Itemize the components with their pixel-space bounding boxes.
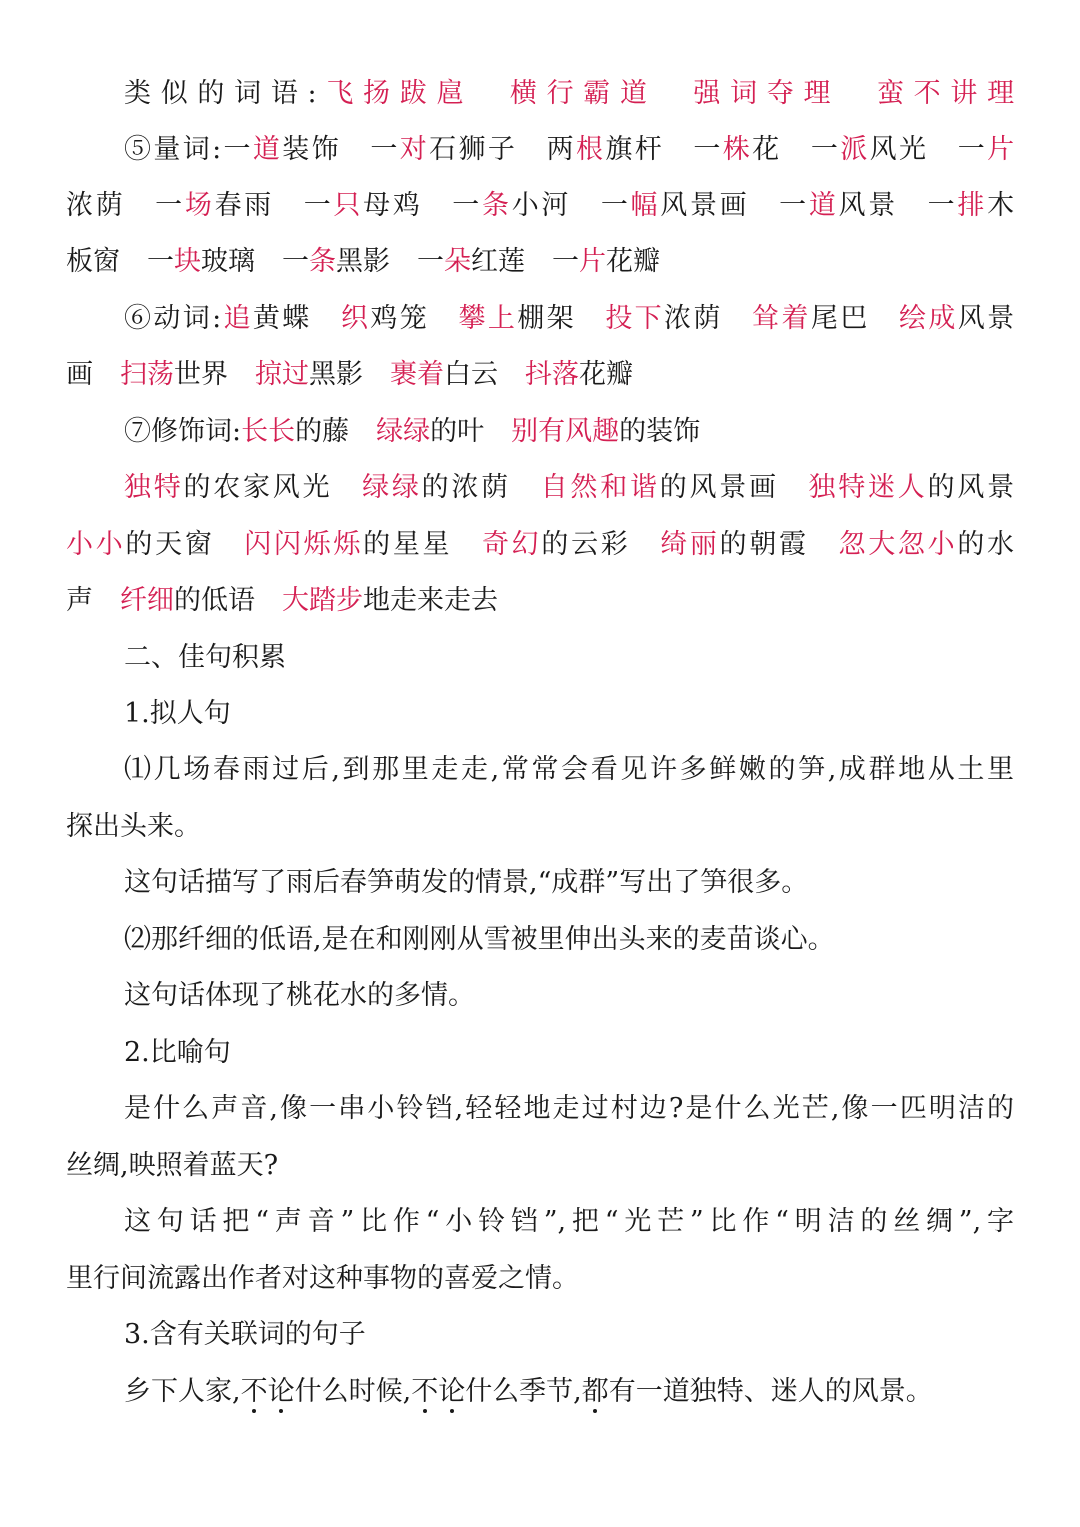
modifiers-line-3: 小小的天窗 闪闪烁烁的星星 奇幻的云彩 绮丽的朝霞 忽大忽小的水: [66, 529, 1015, 560]
measure-words-line-1: ⑤量词:一道装饰 一对石狮子 两根旗杆 一株花 一派风光 一片: [124, 134, 1015, 165]
emphasis-dot-char: 论: [438, 1376, 466, 1407]
verbs-line-1: ⑥动词:追黄蝶 织鸡笼 攀上棚架 投下浓荫 耸着尾巴 绘成风景: [124, 303, 1015, 334]
sentence-1-line-1: ⑴几场春雨过后,到那里走走,常常会看见许多鲜嫩的笋,成群地从土里: [124, 754, 1014, 785]
subheading-personification: 1.拟人句: [124, 698, 231, 729]
section-heading-sentences: 二、佳句积累: [124, 642, 286, 673]
metaphor-line-2: 丝绸,映照着蓝天?: [66, 1150, 279, 1181]
sentence-2: ⑵那纤细的低语,是在和刚刚从雪被里伸出头来的麦苗谈心。: [124, 924, 835, 955]
subheading-metaphor: 2.比喻句: [124, 1037, 231, 1068]
sentence-1-line-2: 探出头来。: [66, 811, 201, 842]
conjunction-sentence: 乡下人家,不论什么时候,不论什么季节,都有一道独特、迷人的风景。: [124, 1376, 933, 1407]
subheading-conjunctions: 3.含有关联词的句子: [124, 1319, 366, 1350]
verbs-line-2: 画 扫荡世界 掠过黑影 裹着白云 抖落花瓣: [66, 359, 633, 390]
modifiers-line-2: 独特的农家风光 绿绿的浓荫 自然和谐的风景画 独特迷人的风景: [124, 472, 1015, 503]
emphasis-dot-char: 都: [581, 1376, 609, 1407]
sentence-2-comment: 这句话体现了桃花水的多情。: [124, 980, 475, 1011]
measure-words-line-3: 板窗 一块玻璃 一条黑影 一朵红莲 一片花瓣: [66, 246, 660, 277]
metaphor-comment-line-2: 里行间流露出作者对这种事物的喜爱之情。: [66, 1263, 579, 1294]
modifiers-line-1: ⑦修饰词:长长的藤 绿绿的叶 别有风趣的装饰: [124, 416, 701, 447]
measure-words-line-2: 浓荫 一场春雨 一只母鸡 一条小河 一幅风景画 一道风景 一排木: [66, 190, 1015, 221]
similar-words-line: 类似的词语:飞扬跋扈 横行霸道 强词夺理 蛮不讲理: [124, 78, 1015, 109]
emphasis-dot-char: 不: [240, 1376, 268, 1407]
emphasis-dot-char: 不: [411, 1376, 439, 1407]
emphasis-dot-char: 论: [267, 1376, 295, 1407]
modifiers-line-4: 声 纤细的低语 大踏步地走来走去: [66, 585, 498, 616]
metaphor-comment-line-1: 这句话把“声音”比作“小铃铛”,把“光芒”比作“明洁的丝绸”,字: [124, 1206, 1014, 1237]
metaphor-line-1: 是什么声音,像一串小铃铛,轻轻地走过村边?是什么光芒,像一匹明洁的: [124, 1093, 1014, 1124]
sentence-1-comment: 这句话描写了雨后春笋萌发的情景,“成群”写出了笋很多。: [124, 867, 809, 898]
